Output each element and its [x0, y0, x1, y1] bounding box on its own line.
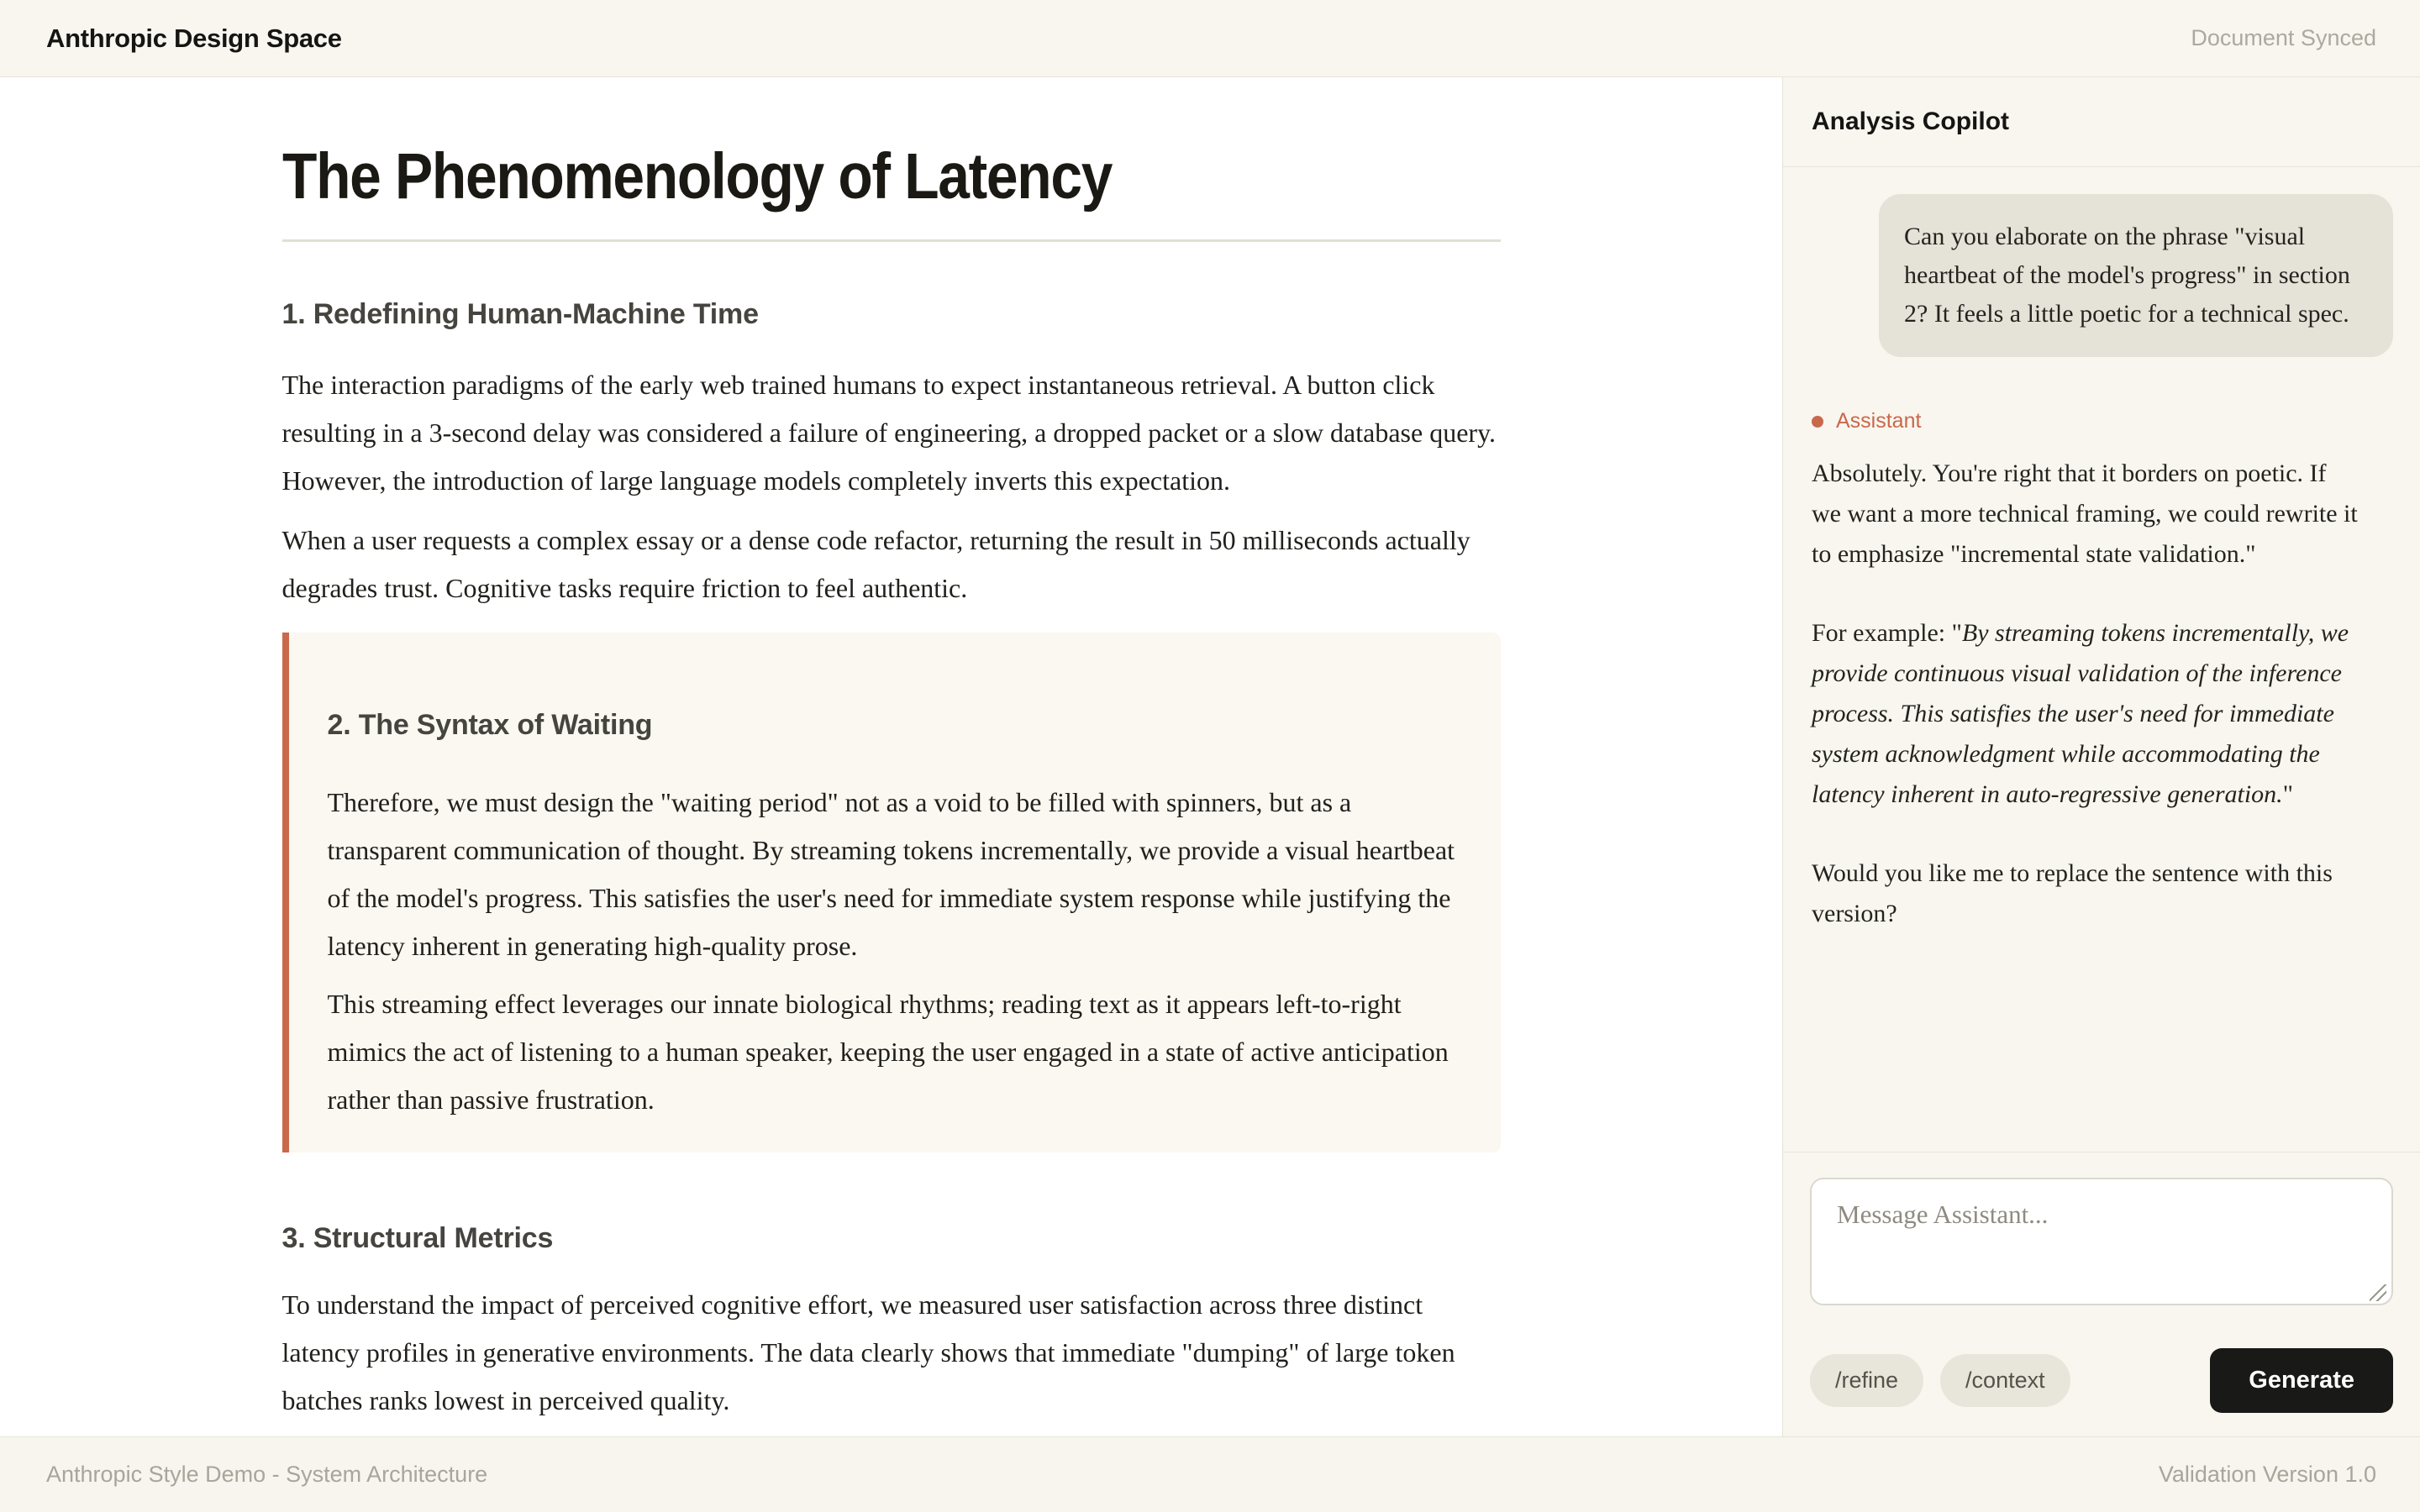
section-2-callout — [282, 633, 1501, 1152]
composer-actions — [1810, 1348, 2393, 1413]
section-2-paragraph: This streaming effect leverages our innate biological rhythms; reading text as it appears left-to-right mimics the act of listening to a human speaker, keeping the user engaged in a state of active anticipation rather than passive frustration. — [327, 989, 1449, 1116]
assistant-paragraph — [1812, 613, 2362, 815]
app-title: Anthropic Design Space — [46, 23, 342, 53]
refine-command-chip[interactable]: /refine — [1810, 1354, 1923, 1407]
quote-prefix: For example: " — [1812, 619, 1962, 647]
copilot-header — [1783, 77, 2420, 167]
context-command-chip[interactable]: /context — [1940, 1354, 2070, 1407]
document-title: The Phenomenology of Latency — [281, 140, 1112, 213]
document-article — [282, 77, 1501, 1425]
top-bar — [0, 0, 2420, 77]
assistant-dot-icon — [1812, 416, 1823, 428]
document-canvas[interactable] — [0, 77, 1782, 1439]
composer-input-wrap — [1810, 1178, 2393, 1310]
resize-handle-icon[interactable] — [2370, 1284, 2386, 1301]
assistant-paragraph: Would you like me to replace the sentence with this version? — [1812, 859, 2333, 927]
generate-button[interactable]: Generate — [2210, 1348, 2393, 1413]
title-divider — [282, 239, 1501, 242]
assistant-label-row — [1812, 409, 2393, 433]
section-1-heading: 1. Redefining Human-Machine Time — [281, 297, 759, 330]
section-1-paragraph: The interaction paradigms of the early web trained humans to expect instantaneous retrieval. A button click resulting in a 3-second delay was considered a failure of engineering, a dropped packet or a slow database query. However, the introduction of large language models completely inverts this expectation. — [281, 369, 1496, 496]
assistant-message — [1812, 454, 2362, 934]
status-bar — [0, 1436, 2420, 1512]
user-message-bubble: Can you elaborate on the phrase "visual heartbeat of the model's progress" in section 2? It feels a little poetic for a technical spec. — [1879, 194, 2393, 357]
assistant-paragraph: Absolutely. You're right that it borders on poetic. If we want a more technical framing, we could rewrite it to emphasize "incremental state validation." — [1812, 459, 2358, 568]
message-input[interactable] — [1810, 1178, 2393, 1305]
assistant-name: Assistant — [1836, 409, 1922, 433]
section-3-paragraph: To understand the impact of perceived cognitive effort, we measured user satisfaction across three distinct latency profiles in generative environments. The data clearly shows that immediate "dumping" of large token batches ranks lowest in perceived quality. — [281, 1289, 1455, 1416]
section-3-heading: 3. Structural Metrics — [281, 1222, 554, 1255]
section-1-paragraph: When a user requests a complex essay or a dense code refactor, returning the result in 50 milliseconds actually degrades trust. Cognitive tasks require friction to feel authentic. — [281, 524, 1470, 603]
footer-right-text: Validation Version 1.0 — [2158, 1462, 2376, 1487]
copilot-title: Analysis Copilot — [1812, 108, 2010, 135]
chat-thread[interactable] — [1783, 167, 2420, 1152]
quoted-rewrite-text: By streaming tokens incrementally, we provide continuous visual validation of the inference process. This satisfies the user's need for immediate system acknowledgment while accommodating the latency inherent in auto-regressive generation. — [1812, 619, 2349, 808]
quote-suffix: " — [2282, 780, 2293, 808]
message-composer — [1783, 1152, 2420, 1436]
footer-left-text: Anthropic Style Demo - System Architecture — [46, 1462, 488, 1487]
section-2-paragraph: Therefore, we must design the "waiting period" not as a void to be filled with spinners, but as a transparent communication of thought. By streaming tokens incrementally, we provide a visual heartbeat of the model's progress. This satisfies the user's need for immediate system response while justifying the latency inherent in generating high-quality prose. — [327, 787, 1455, 962]
section-2-heading: 2. The Syntax of Waiting — [327, 708, 653, 741]
analysis-copilot-panel — [1782, 77, 2420, 1436]
sync-status-text: Document Synced — [2191, 25, 2376, 50]
